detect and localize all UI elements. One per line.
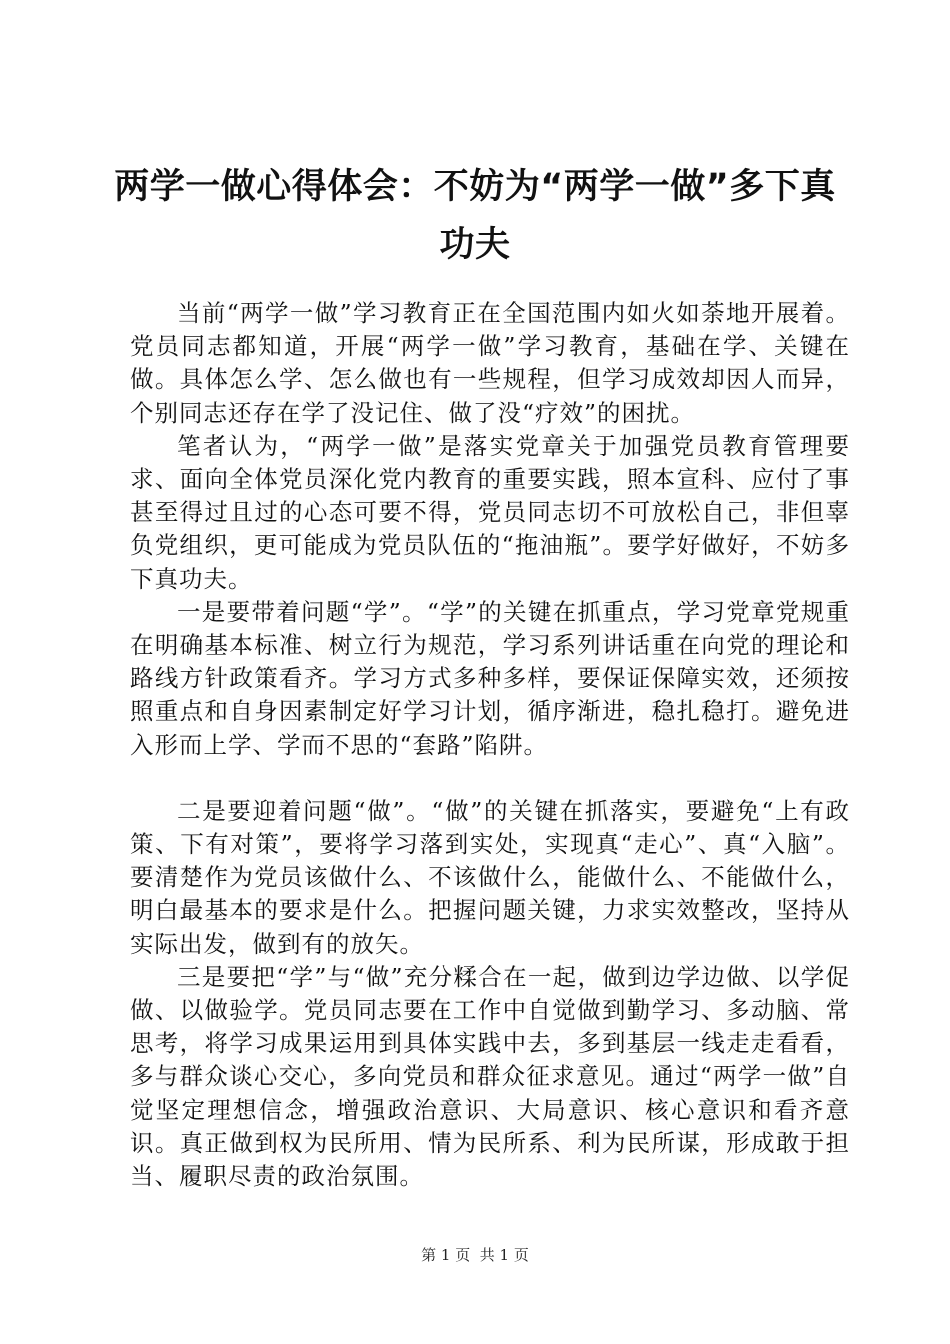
paragraph-intro: 当前“两学一做”学习教育正在全国范围内如火如荼地开展着。党员同志都知道，开展“两学一做”学习教育，基础在学、关键在做。具体怎么学、怎么做也有一些规程，但学习成效却因人而异，个别同志还存在学了没记住、做了没“疗效”的困扰。 [130, 299, 850, 427]
page-footer [0, 1245, 950, 1265]
document-body [130, 297, 850, 1193]
page-number-label: 第 1 页 共 1 页 [421, 1246, 529, 1264]
paragraph-point-one: 一是要带着问题“学”。“学”的关键在抓重点，学习党章党规重在明确基本标准、树立行为规范，学习系列讲话重在向党的理论和路线方针政策看齐。学习方式多种多样，要保证保障实效，还须按照重点和自身因素制定好学习计划，循序渐进，稳扎稳打。避免进入形而上学、学而不思的“套路”陷阱。 [130, 597, 850, 759]
paragraph-point-three: 三是要把“学”与“做”充分糅合在一起，做到边学边做、以学促做、以做验学。党员同志要在工作中自觉做到勤学习、多动脑、常思考，将学习成果运用到具体实践中去，多到基层一线走走看看，多与群众谈心交心，多向党员和群众征求意见。通过“两学一做”自觉坚定理想信念，增强政治意识、大局意识、核心意识和看齐意识。真正做到权为民所用、情为民所系、利为民所谋，形成敢于担当、履职尽责的政治氛围。 [130, 962, 850, 1191]
document-title: 两学一做心得体会：不妨为“两学一做”多下真功夫 [114, 167, 836, 265]
paragraph-point-two: 二是要迎着问题“做”。“做”的关键在抓落实，要避免“上有政策、下有对策”，要将学习落到实处，实现真“走心”、真“入脑”。要清楚作为党员该做什么、不该做什么，能做什么、不能做什么，明白最基本的要求是什么。把握问题关键，力求实效整改，坚持从实际出发，做到有的放矢。 [130, 796, 850, 958]
paragraph-author-view: 笔者认为，“两学一做”是落实党章关于加强党员教育管理要求、面向全体党员深化党内教育的重要实践，照本宣科、应付了事甚至得过且过的心态可要不得，党员同志切不可放松自己，非但辜负党组织，更可能成为党员队伍的“拖油瓶”。要学好做好，不妨多下真功夫。 [130, 431, 850, 593]
